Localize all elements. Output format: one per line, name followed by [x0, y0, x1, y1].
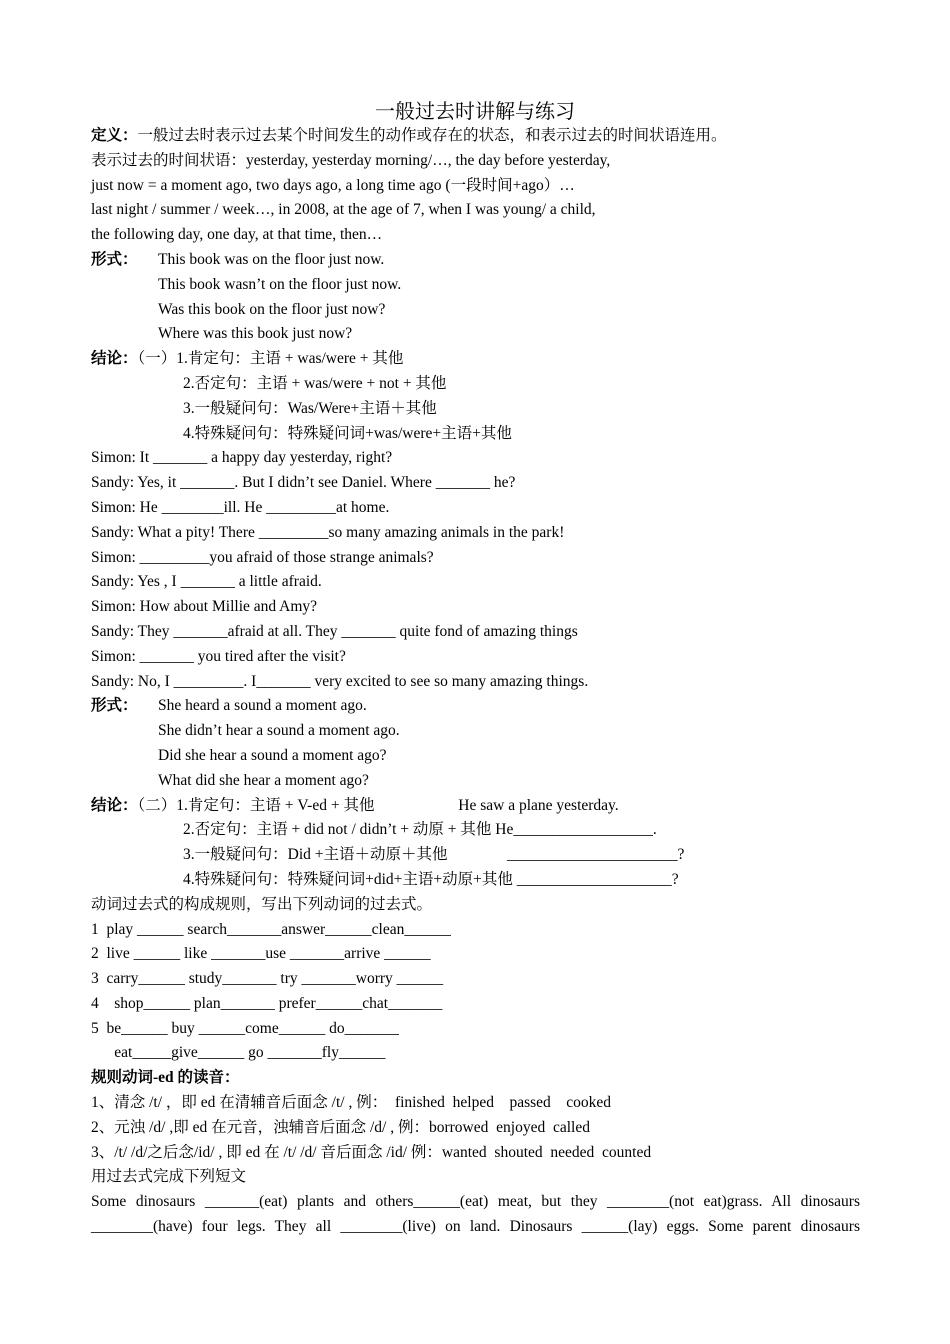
form1-example: Was this book on the floor just now?: [158, 300, 386, 318]
dialogue-line: Sandy: What a pity! There _________so many amazing animals in the park!: [91, 523, 565, 541]
verb-exercise-line: 5 be______ buy ______come______ do_______: [91, 1019, 399, 1037]
page-title: 一般过去时讲解与练习: [375, 101, 575, 123]
form1-label: 形式：: [91, 250, 138, 268]
time-adverbial-line: 表示过去的时间状语：yesterday, yesterday morning/…, the day before yesterday,: [91, 151, 611, 169]
dialogue-line: Simon: _______ you tired after the visit?: [91, 647, 346, 665]
form2-example: Did she hear a sound a moment ago?: [158, 746, 387, 764]
pronunciation-line: 1、清念 /t/ ，即 ed 在清辅音后面念 /t/ , 例： finished helped passed cooked: [91, 1094, 612, 1112]
conclusion2-example: He saw a plane yesterday.: [458, 796, 619, 814]
form2-example: She heard a sound a moment ago.: [158, 697, 367, 715]
definition-text: 一般过去时表示过去某个时间发生的动作或存在的状态，和表示过去的时间状语连用。: [137, 127, 727, 144]
conclusion2-rule: 3.一般疑问句：Did +主语＋动原＋其他: [183, 846, 448, 864]
form1-example: Where was this book just now?: [158, 325, 353, 343]
dialogue-line: Sandy: No, I _________. I_______ very excited to see so many amazing things.: [91, 672, 589, 690]
conclusion2-example: ____________________?: [516, 870, 679, 888]
conclusion2-rule: 1.肯定句：主语 + V-ed + 其他: [176, 796, 375, 814]
passage-line: ________(have) four legs. They all ________(live) on land. Dinosaurs ______(lay) eggs. Some parent dinosaurs: [91, 1218, 860, 1236]
conclusion1-rule: 1.肯定句：主语 + was/were + 其他: [176, 350, 404, 368]
pronunciation-heading: 规则动词-ed 的读音：: [91, 1069, 240, 1087]
conclusion2-line: [91, 794, 871, 819]
dialogue-line: Simon: It _______ a happy day yesterday, right?: [91, 449, 393, 467]
verb-exercise-line: 4 shop______ plan_______ prefer______chat_______: [91, 994, 443, 1012]
conclusion2-example: ______________________?: [507, 846, 685, 864]
form1-example: This book wasn’t on the floor just now.: [158, 275, 402, 293]
dialogue-line: Sandy: They _______afraid at all. They _______ quite fond of amazing things: [91, 622, 578, 640]
dialogue-line: Simon: _________you afraid of those strange animals?: [91, 548, 434, 566]
dialogue-line: Simon: How about Millie and Amy?: [91, 598, 318, 616]
conclusion1-rule: 2.否定句：主语 + was/were + not + 其他: [183, 374, 447, 392]
conclusion2-rule: 4.特殊疑问句：特殊疑问词+did+主语+动原+其他: [183, 870, 513, 888]
verb-exercise-line: 2 live ______ like _______use _______arrive ______: [91, 945, 431, 963]
form2-example: What did she hear a moment ago?: [158, 771, 369, 789]
definition-label: 定义：: [91, 127, 138, 144]
conclusion2-label: 结论：: [91, 796, 138, 814]
time-adverbial-line: just now = a moment ago, two days ago, a long time ago (一段时间+ago）…: [91, 176, 575, 194]
verb-exercise-line: 3 carry______ study_______ try _______worry ______: [91, 970, 444, 988]
conclusion1-prefix: （一）: [137, 350, 177, 368]
conclusion1-rule: 4.特殊疑问句：特殊疑问词+was/were+主语+其他: [183, 424, 512, 442]
form2-example: She didn’t hear a sound a moment ago.: [158, 722, 400, 740]
form2-label: 形式：: [91, 697, 138, 715]
passage-line: Some dinosaurs _______(eat) plants and others______(eat) meat, but they ________(not eat)grass. All dinosaurs: [91, 1193, 860, 1211]
conclusion2-line: [91, 818, 871, 843]
conclusion2-rule: 2.否定句：主语 + did not / didn’t + 动原 + 其他: [183, 821, 492, 839]
form2-line: [91, 694, 871, 719]
content: [91, 124, 871, 1240]
verb-exercise-line: 1 play ______ search_______answer______clean______: [91, 920, 451, 938]
conclusion1-line: [91, 347, 871, 372]
time-adverbial-line: the following day, one day, at that time, then…: [91, 226, 383, 244]
conclusion2-line: [91, 843, 871, 868]
conclusion2-example: He__________________.: [495, 821, 657, 839]
dialogue-line: Simon: He ________ill. He _________at home.: [91, 498, 390, 516]
form1-line: [91, 248, 871, 273]
form1-example: This book was on the floor just now.: [158, 250, 385, 268]
time-adverbial-line: last night / summer / week…, in 2008, at the age of 7, when I was young/ a child,: [91, 201, 596, 219]
dialogue-line: Sandy: Yes, it _______. But I didn’t see Daniel. Where _______ he?: [91, 474, 516, 492]
dialogue-line: Sandy: Yes , I _______ a little afraid.: [91, 573, 322, 591]
conclusion2-line: [91, 868, 871, 893]
passage-heading: 用过去式完成下列短文: [91, 1168, 247, 1186]
definition-line: [91, 124, 871, 149]
verb-rules-heading: 动词过去式的构成规则，写出下列动词的过去式。: [91, 895, 433, 913]
pronunciation-line: 2、元浊 /d/ ,即 ed 在元音，浊辅音后面念 /d/ , 例：borrowed enjoyed called: [91, 1118, 590, 1136]
verb-exercise-line: eat_____give______ go _______fly______: [91, 1044, 386, 1062]
conclusion1-rule: 3.一般疑问句：Was/Were+主语＋其他: [183, 399, 437, 417]
conclusion1-label: 结论：: [91, 350, 138, 368]
conclusion2-prefix: （二）: [137, 796, 177, 814]
pronunciation-line: 3、/t/ /d/之后念/id/ , 即 ed 在 /t/ /d/ 音后面念 /id/ 例：wanted shouted needed counted: [91, 1143, 652, 1161]
